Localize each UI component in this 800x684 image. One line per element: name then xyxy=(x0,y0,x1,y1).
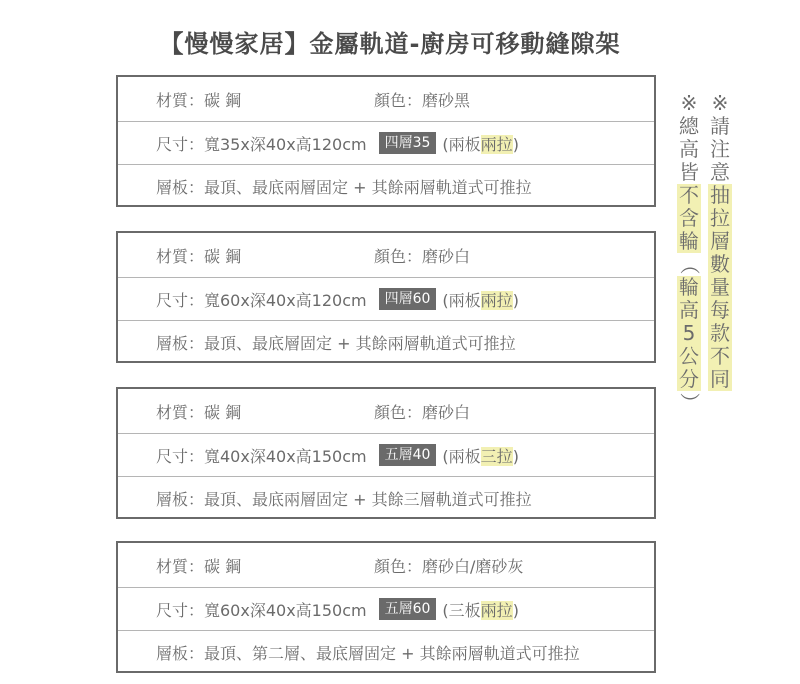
spec-card-3 xyxy=(116,387,656,519)
board-info xyxy=(442,598,519,621)
shelf-text: 層板：最頂、最底兩層固定 + 其餘兩層軌道式可推拉 xyxy=(156,177,532,197)
note-char-highlight: 高 xyxy=(679,298,699,322)
color-text: 顏色：磨砂黑 xyxy=(374,90,471,110)
material-text: 材質：碳 鋼 xyxy=(156,556,242,576)
material-text: 材質：碳 鋼 xyxy=(156,90,242,110)
note-char-highlight: 數 xyxy=(710,252,730,276)
color-text: 顏色：磨砂白/磨砂灰 xyxy=(374,556,524,576)
note-char-highlight: 每 xyxy=(710,298,730,322)
board-count: (三板 xyxy=(442,600,481,620)
note-char-highlight: 5 xyxy=(677,322,701,345)
model-badge: 五層40 xyxy=(379,444,437,466)
note-char: （ xyxy=(677,254,702,275)
note-char-highlight: 不 xyxy=(710,344,730,368)
note-char: ※ xyxy=(680,91,698,115)
size-row xyxy=(118,587,654,630)
pull-count-highlight: 兩拉 xyxy=(480,600,513,620)
board-info xyxy=(442,288,519,311)
note-char: 高 xyxy=(679,137,699,161)
shelf-text: 層板：最頂、最底兩層固定 + 其餘三層軌道式可推拉 xyxy=(156,489,532,509)
size-text: 尺寸：寬60x深40x高120cm xyxy=(156,290,367,310)
note-char: 請 xyxy=(710,114,730,138)
note-char-highlight: 分 xyxy=(679,367,699,391)
note-char: ） xyxy=(677,392,702,413)
pull-count-highlight: 兩拉 xyxy=(480,290,513,310)
note-char-highlight: 款 xyxy=(710,321,730,345)
note-char-highlight: 輪 xyxy=(679,275,699,299)
board-close: ) xyxy=(512,290,519,310)
material-row xyxy=(118,543,654,587)
note-char: ※ xyxy=(711,91,729,115)
note-char-highlight: 含 xyxy=(679,206,699,230)
note-char: 注 xyxy=(710,137,730,161)
shelf-row xyxy=(118,164,654,207)
material-text: 材質：碳 鋼 xyxy=(156,402,242,422)
material-text: 材質：碳 鋼 xyxy=(156,246,242,266)
size-text: 尺寸：寬35x深40x高120cm xyxy=(156,134,367,154)
note-char-highlight: 量 xyxy=(710,275,730,299)
note-char-highlight: 不 xyxy=(679,183,699,207)
shelf-text: 層板：最頂、最底層固定 + 其餘兩層軌道式可推拉 xyxy=(156,333,516,353)
board-info xyxy=(442,132,519,155)
size-text: 尺寸：寬60x深40x高150cm xyxy=(156,600,367,620)
material-row xyxy=(118,77,654,121)
note-char: 意 xyxy=(710,160,730,184)
model-badge: 四層35 xyxy=(379,132,437,154)
board-count: (兩板 xyxy=(442,134,481,154)
material-row xyxy=(118,389,654,433)
shelf-row xyxy=(118,630,654,673)
board-close: ) xyxy=(512,600,519,620)
pull-layers-note xyxy=(708,92,732,391)
wheel-height-note xyxy=(677,92,701,414)
size-row xyxy=(118,121,654,164)
model-badge: 四層60 xyxy=(379,288,437,310)
spec-card-2 xyxy=(116,231,656,363)
size-text: 尺寸：寬40x深40x高150cm xyxy=(156,446,367,466)
spec-card-4 xyxy=(116,541,656,673)
color-text: 顏色：磨砂白 xyxy=(374,402,471,422)
note-char-highlight: 拉 xyxy=(710,206,730,230)
note-char-highlight: 抽 xyxy=(710,183,730,207)
note-char: 皆 xyxy=(679,160,699,184)
shelf-row xyxy=(118,476,654,519)
model-badge: 五層60 xyxy=(379,598,437,620)
color-text: 顏色：磨砂白 xyxy=(374,246,471,266)
shelf-text: 層板：最頂、第二層、最底層固定 + 其餘兩層軌道式可推拉 xyxy=(156,643,580,663)
pull-count-highlight: 兩拉 xyxy=(480,134,513,154)
board-count: (兩板 xyxy=(442,446,481,466)
pull-count-highlight: 三拉 xyxy=(480,446,513,466)
shelf-row xyxy=(118,320,654,363)
board-close: ) xyxy=(512,134,519,154)
size-row xyxy=(118,433,654,476)
page-title: 【慢慢家居】金屬軌道-廚房可移動縫隙架 xyxy=(159,30,621,58)
board-count: (兩板 xyxy=(442,290,481,310)
note-char-highlight: 同 xyxy=(710,367,730,391)
material-row xyxy=(118,233,654,277)
board-info xyxy=(442,444,519,467)
note-char: 總 xyxy=(679,114,699,138)
note-char-highlight: 層 xyxy=(710,229,730,253)
note-char-highlight: 公 xyxy=(679,344,699,368)
board-close: ) xyxy=(512,446,519,466)
spec-card-1 xyxy=(116,75,656,207)
size-row xyxy=(118,277,654,320)
note-char-highlight: 輪 xyxy=(679,229,699,253)
